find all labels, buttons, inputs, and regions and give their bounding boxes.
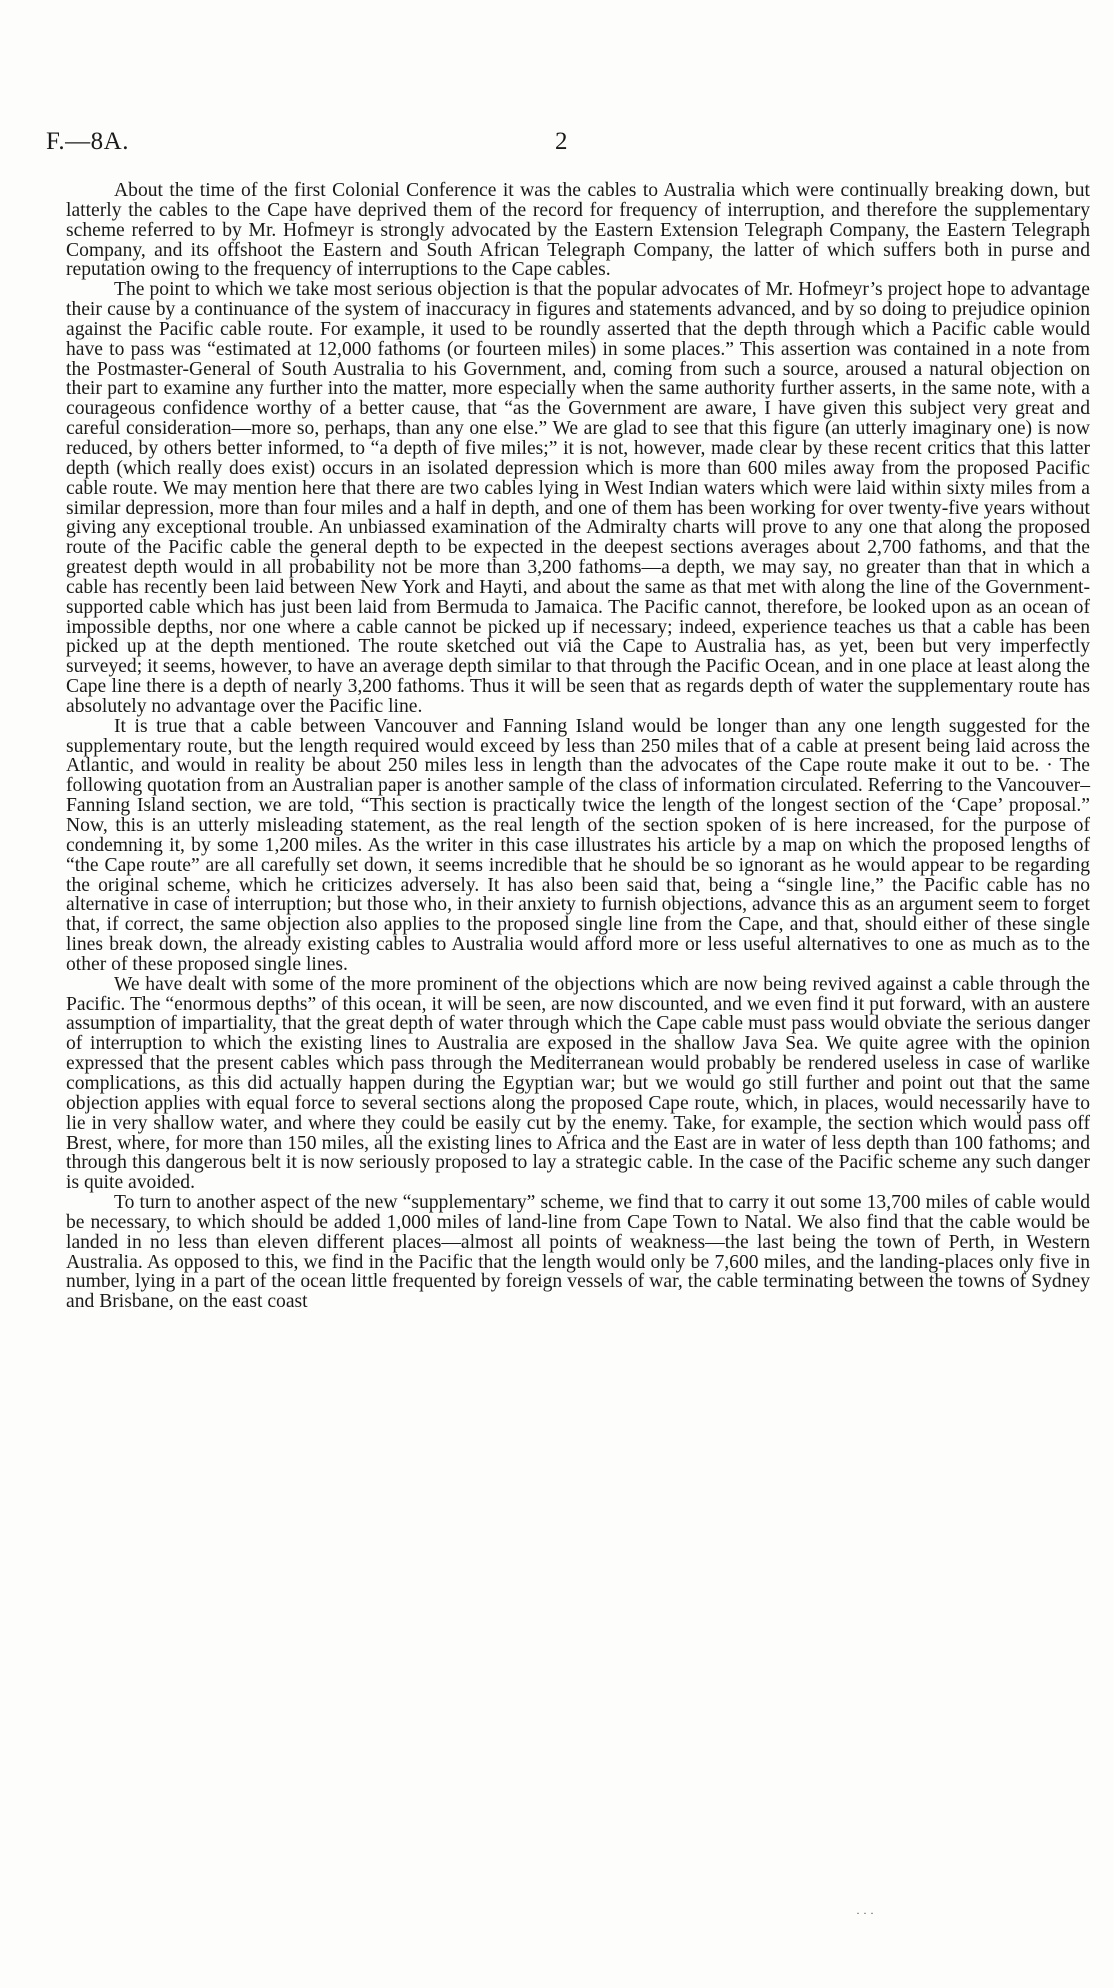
paragraph-1: About the time of the first Colonial Conference it was the cables to Australia which were continually breaking down, but latterly the cables to the Cape have deprived them of the record for frequency of interruption, and therefore the supplementary scheme referred to by Mr. Hofmeyr is strongly advocated by the Eastern Extension Telegraph Company, the Eastern Telegraph Company, and its offshoot the Eastern and South African Telegraph Company, the latter of which suffers both in purse and reputation owing to the frequency of interruptions to the Cape cables.: [66, 180, 1090, 281]
paragraph-2: The point to which we take most serious objection is that the popular advocates of Mr. Hofmeyr’s project hope to advantage their cause by a continuance of the system of inaccuracy in figures and statements advanced, and by so doing to prejudice opinion against the Pacific cable route. For example, it used to be roundly asserted that the depth through which a Pacific cable would have to pass was “estimated at 12,000 fathoms (or fourteen miles) in some places.” This assertion was contained in a note from the Postmaster-General of South Australia to his Government, and, coming from such a source, aroused a natural objection on their part to examine any further into the matter, more especially when the same authority further asserts, in the same note, with a courageous confidence worthy of a better cause, that “as the Government are aware, I have given this subject very great and careful consideration—more so, perhaps, than any one else.” We are glad to see that this figure (an utterly imaginary one) is now reduced, by others better informed, to “a depth of five miles;” it is not, however, made clear by these recent critics that this latter depth (which really does exist) occurs in an isolated depression which is more than 600 miles away from the proposed Pacific cable route. We may mention here that there are two cables lying in West Indian waters which were laid within sixty miles from a similar depression, more than four miles and a half in depth, and one of them has been working for over twenty-five years without giving any exceptional trouble. An unbiassed examination of the Admiralty charts will prove to any one that along the proposed route of the Pacific cable the general depth to be expected in the deepest sections averages about 2,700 fathoms, and that the greatest depth would in all probability not be more than 3,200 fathoms—a depth, we may say, no greater than that in which a cable has recently been laid between New York and Hayti, and about the same as that met with along the line of the Government-supported cable which has just been laid from Bermuda to Jamaica. The Pacific cannot, therefore, be looked upon as an ocean of impossible depths, nor one where a cable cannot be picked up if necessary; indeed, experience teaches us that a cable has been picked up at the depth mentioned. The route sketched out viâ the Cape to Australia has, as yet, been but very imperfectly surveyed; it seems, however, to have an average depth similar to that through the Pacific Ocean, and in one place at least along the Cape line there is a depth of nearly 3,200 fathoms. Thus it will be seen that as regards depth of water the supplementary route has absolutely no advantage over the Pacific line.: [66, 279, 1090, 717]
paragraph-3: It is true that a cable between Vancouver and Fanning Island would be longer than any one length suggested for the supplementary route, but the length required would exceed by less than 250 miles that of a cable at present being laid across the Atlantic, and would in reality be about 250 miles less in length than the advocates of the Cape route make it out to be. · The following quotation from an Australian paper is another sample of the class of information circulated. Referring to the Vancouver–Fanning Island section, we are told, “This section is practically twice the length of the longest section of the ‘Cape’ proposal.” Now, this is an utterly misleading statement, as the real length of the section spoken of is here increased, for the purpose of condemning it, by some 1,200 miles. As the writer in this case illustrates his article by a map on which the proposed lengths of “the Cape route” are all carefully set down, it seems incredible that he should be so ignorant as he would appear to be regarding the original scheme, which he criticizes adversely. It has also been said that, being a “single line,” the Pacific cable has no alternative in case of interruption; but those who, in their anxiety to furnish objections, advance this as an argument seem to forget that, if correct, the same objection also applies to the proposed single line from the Cape, and that, should either of these single lines break down, the already existing cables to Australia would afford more or less useful alternatives to one as much as to the other of these proposed single lines.: [66, 715, 1090, 975]
document-code: F.—8A.: [46, 128, 129, 155]
paragraph-4: We have dealt with some of the more prominent of the objections which are now being revived against a cable through the Pacific. The “enormous depths” of this ocean, it will be seen, are now discounted, and we even find it put forward, with an austere assumption of impartiality, that the great depth of water through which the Cape cable must pass would obviate the serious danger of interruption to which the existing lines to Australia are exposed in the shallow Java Sea. We quite agree with the opinion expressed that the present cables which pass through the Mediterranean would probably be rendered useless in case of warlike complications, as this did actually happen during the Egyptian war; but we would go still further and point out that the same objection applies with equal force to several sections along the proposed Cape route, which, in places, would necessarily have to lie in very shallow water, and where they could be easily cut by the enemy. Take, for example, the section which would pass off Brest, where, for more than 150 miles, all the existing lines to Africa and the East are in water of less depth than 100 fathoms; and through this dangerous belt it is now seriously proposed to lay a strategic cable. In the case of the Pacific scheme any such danger is quite avoided.: [66, 973, 1090, 1194]
document-body: [66, 181, 1090, 1312]
paragraph-5: To turn to another aspect of the new “supplementary” scheme, we find that to carry it out some 13,700 miles of cable would be necessary, to which should be added 1,000 miles of land-line from Cape Town to Natal. We also find that the cable would be landed in no less than eleven different places—almost all points of weakness—the last being the town of Perth, in Western Australia. As opposed to this, we find in the Pacific that the length would only be 7,600 miles, and the landing-places only five in number, lying in a part of the ocean little frequented by foreign vessels of war, the cable terminating between the towns of Sydney and Brisbane, on the east coast: [66, 1192, 1090, 1313]
page-header: [46, 128, 1086, 158]
scan-specks: · · ·: [856, 1906, 874, 1920]
page-number: 2: [555, 128, 568, 155]
